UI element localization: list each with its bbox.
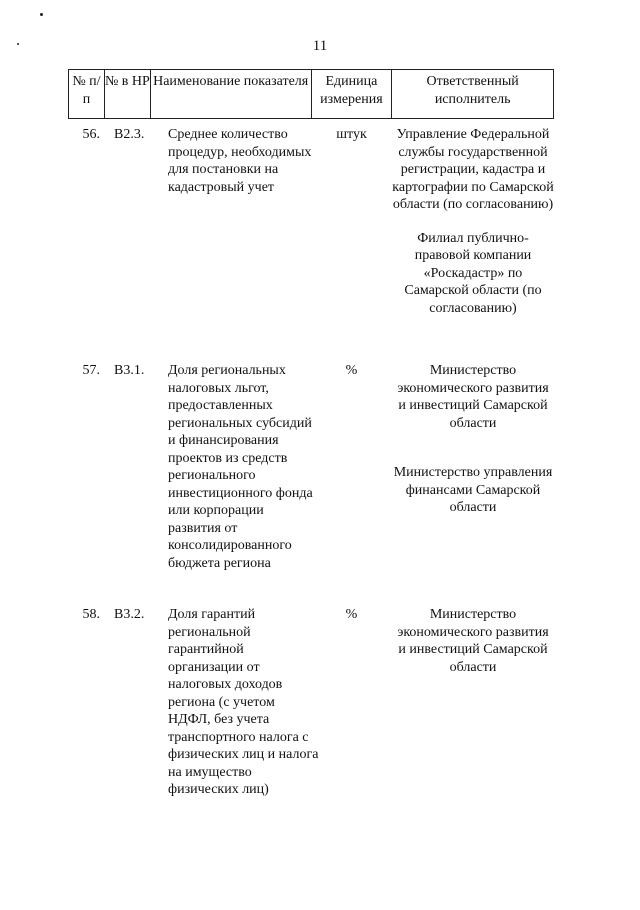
row-code: В3.1. bbox=[114, 363, 145, 378]
responsible-item: Министерство управления финансами Самарской области bbox=[393, 465, 553, 515]
indicator-name: Доля гарантий региональной гарантийной организации от налоговых доходов региона (с учетом НДФЛ, без учета транспортного налога с физических лиц и налога на имущество физических лиц) bbox=[168, 607, 319, 797]
table-header bbox=[68, 69, 554, 119]
header-responsible: Ответственный исполнитель bbox=[392, 70, 554, 118]
responsible-executor bbox=[392, 362, 554, 517]
header-name: Наименование показателя bbox=[151, 70, 312, 118]
responsible-executor bbox=[392, 126, 554, 317]
responsible-item: Управление Федеральной службы государственной регистрации, кадастра и картографии по Самарской области (по согласованию) bbox=[392, 127, 554, 212]
row-number: 58. bbox=[82, 607, 100, 622]
header-num: № п/п bbox=[69, 70, 105, 118]
row-code: В2.3. bbox=[114, 127, 145, 142]
responsible-item: Филиал публично-правовой компании «Роскадастр» по Самарской области (по согласованию) bbox=[404, 230, 542, 316]
indicator-name: Среднее количество процедур, необходимых для постановки на кадастровый учет bbox=[168, 127, 312, 195]
row-number: 56. bbox=[82, 127, 100, 142]
unit: штук bbox=[336, 127, 367, 142]
responsible-executor bbox=[392, 606, 554, 676]
indicator-name: Доля региональных налоговых льгот, предоставленных региональных субсидий и финансирования проектов из средств регионального инвестиционного фонда или корпорации развития от консолидированного бюджета региона bbox=[168, 363, 313, 571]
scan-speck bbox=[40, 13, 43, 16]
row-code: В3.2. bbox=[114, 607, 145, 622]
responsible-item: Министерство экономического развития и инвестиций Самарской области bbox=[397, 363, 549, 431]
row-number: 57. bbox=[82, 363, 100, 378]
page-number: 11 bbox=[312, 38, 328, 54]
unit: % bbox=[345, 363, 358, 378]
responsible-item: Министерство экономического развития и инвестиций Самарской области bbox=[397, 607, 549, 675]
header-unit: Единица измерения bbox=[312, 70, 393, 118]
unit: % bbox=[345, 607, 358, 622]
header-code: № в НР bbox=[105, 70, 151, 118]
